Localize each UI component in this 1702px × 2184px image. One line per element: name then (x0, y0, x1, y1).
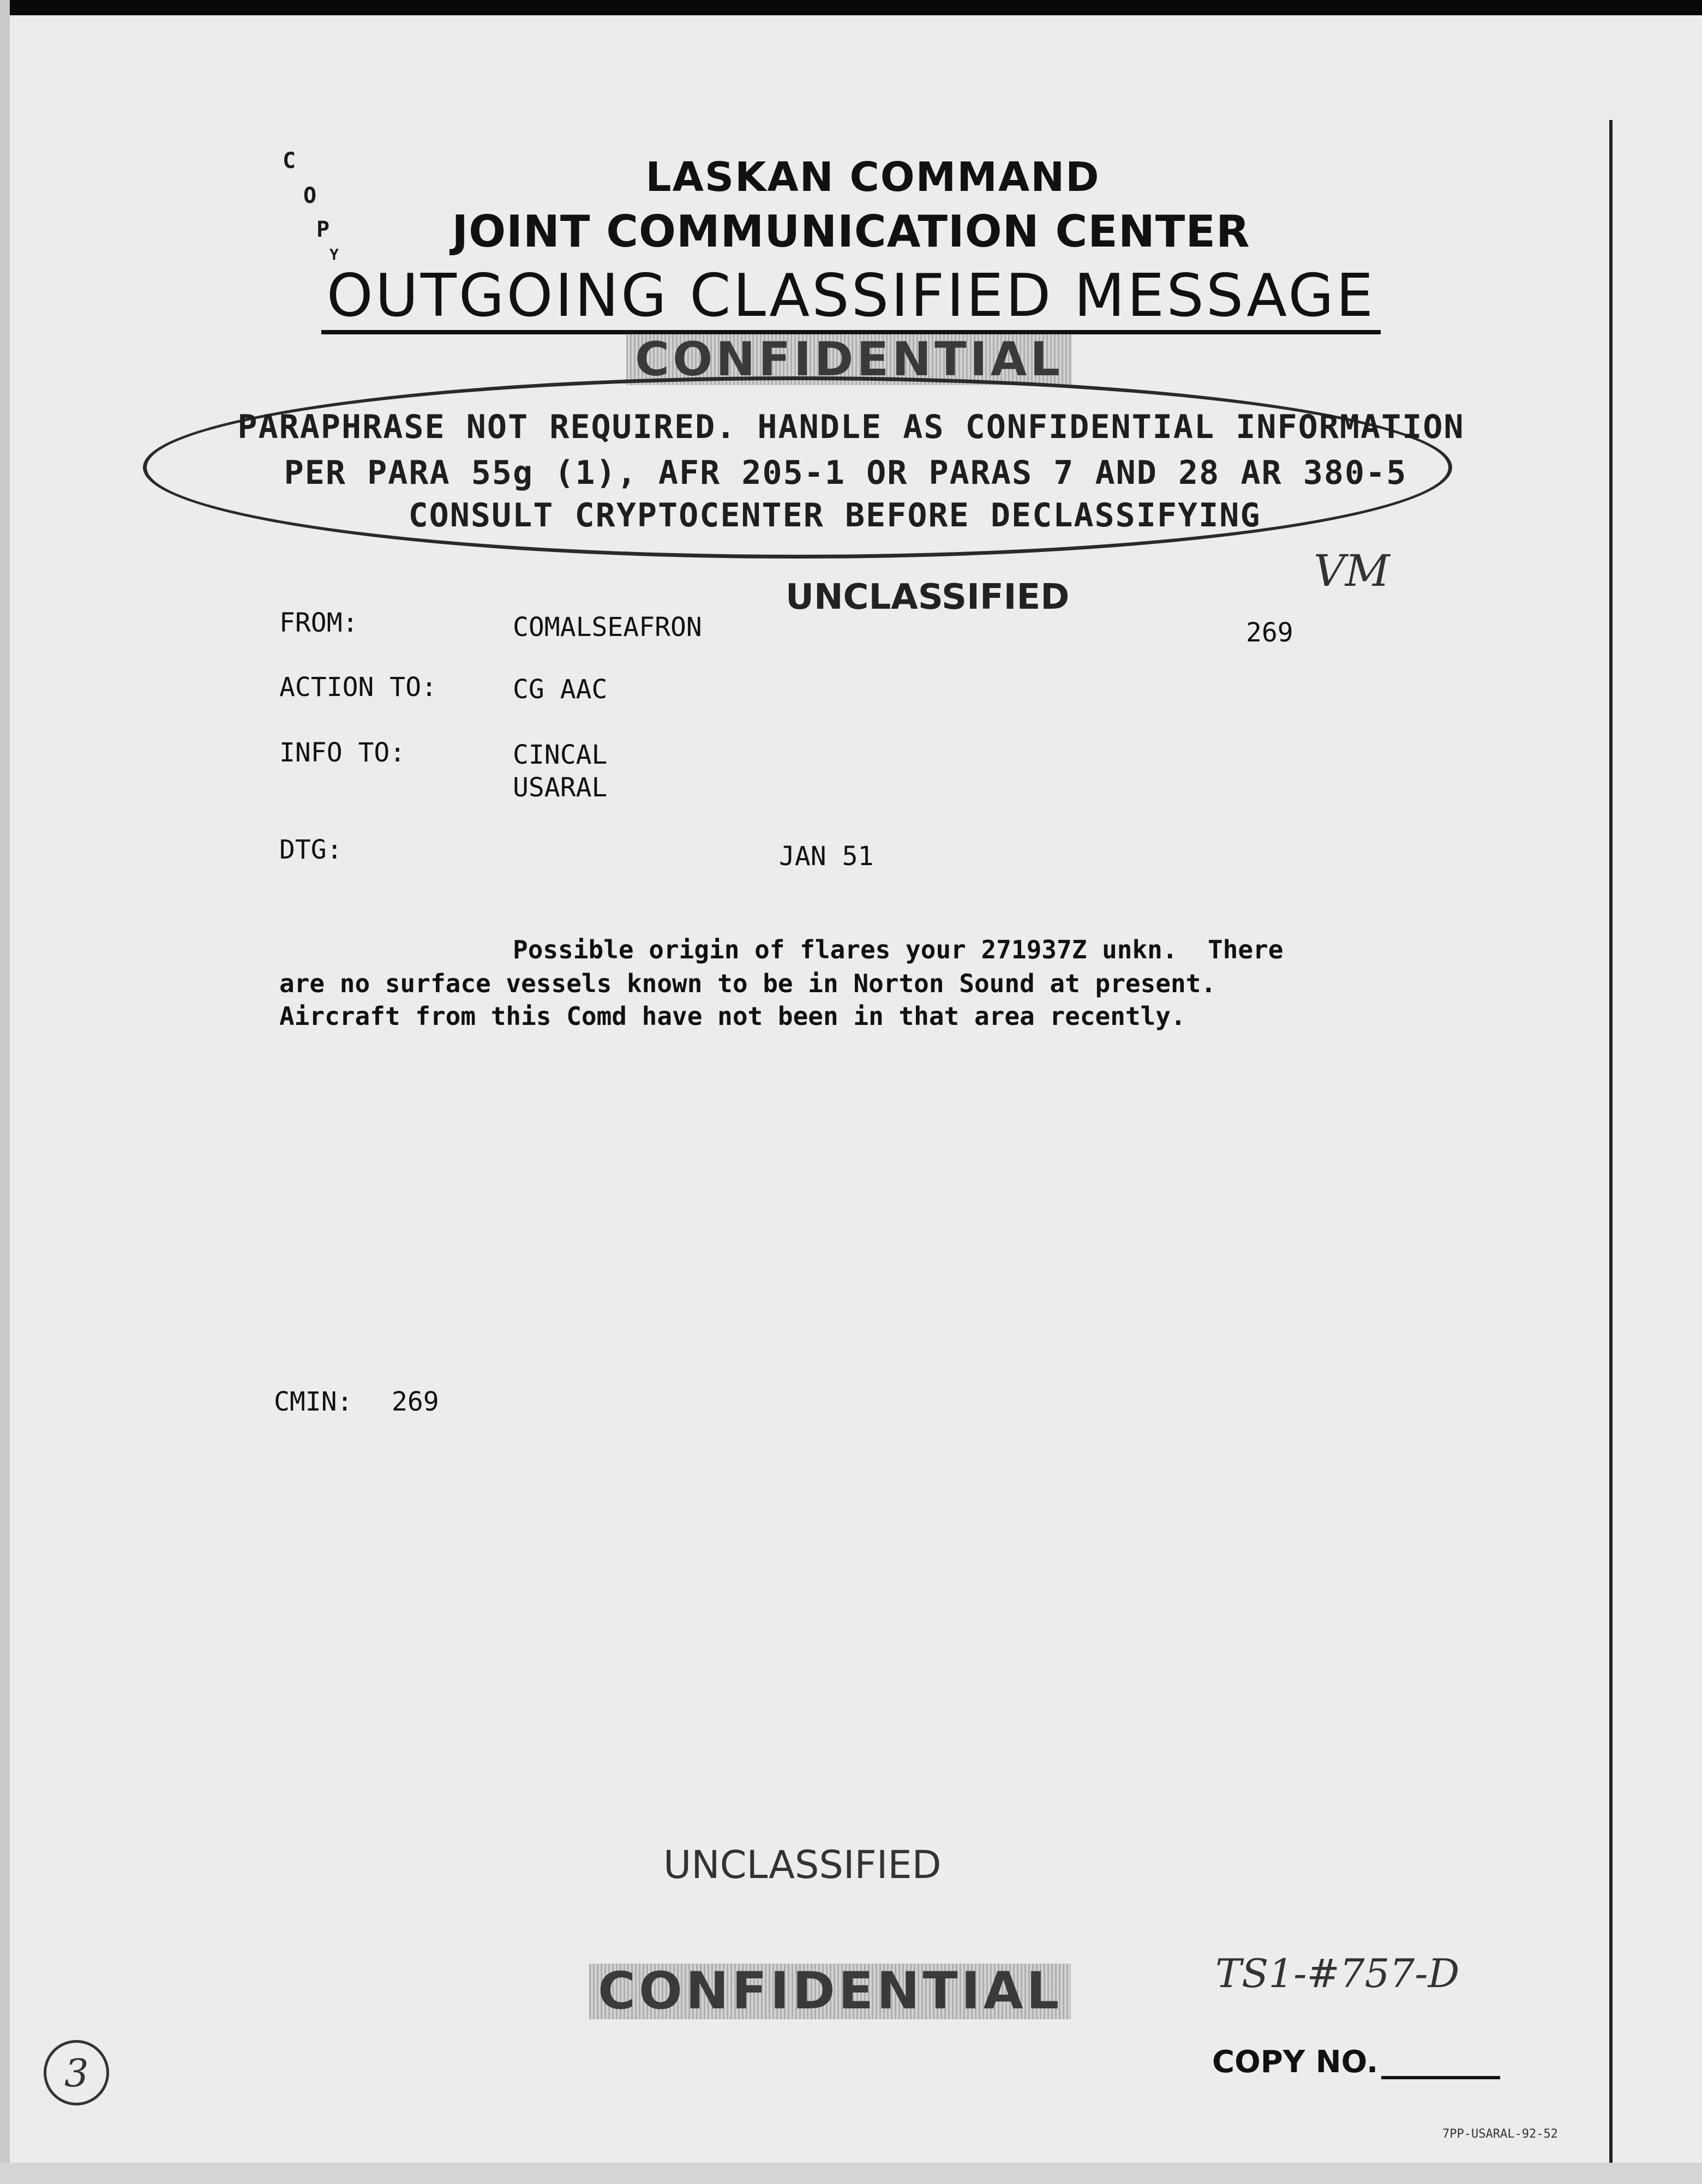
handling-line-3: CONSULT CRYPTOCENTER BEFORE DECLASSIFYING (408, 496, 1261, 535)
info-value-1: CINCAL (513, 740, 608, 770)
info-label: INFO TO: (279, 737, 406, 768)
scan-top-border (0, 0, 1702, 15)
handling-line-1: PARAPHRASE NOT REQUIRED. HANDLE AS CONFIDENTIAL INFORMATION (237, 408, 1465, 446)
copy-number-label: COPY NO. (1212, 2044, 1379, 2080)
header-message-type-text: OUTGOING CLASSIFIED MESSAGE (321, 262, 1381, 334)
page-mark-number: 3 (64, 2051, 89, 2096)
copy-mark-y: Y (329, 245, 339, 263)
from-label: FROM: (279, 608, 358, 638)
from-value: COMALSEAFRON (513, 612, 702, 643)
message-body-line-1: Possible origin of flares your 271937Z unkn. There (513, 935, 1284, 964)
handwritten-reference: TS1-#757-D (1215, 1951, 1460, 1996)
handling-line-2: PER PARA 55g (1), AFR 205-1 OR PARAS 7 AND 28 AR 380-5 (284, 454, 1407, 492)
scan-bottom-edge (0, 2163, 1702, 2184)
cmin-label: CMIN: (274, 1387, 353, 1417)
message-number: 269 (1246, 617, 1293, 648)
header-command: LASKAN COMMAND (645, 154, 1100, 201)
confidential-stamp-bottom: CONFIDENTIAL (589, 1964, 1071, 2019)
header-center: JOINT COMMUNICATION CENTER (452, 206, 1250, 257)
action-value: CG AAC (513, 674, 608, 705)
form-number: 7PP-USARAL-92-52 (1442, 2127, 1558, 2141)
dtg-label: DTG: (279, 835, 343, 865)
action-label: ACTION TO: (279, 672, 437, 703)
classification-top: UNCLASSIFIED (786, 577, 1070, 617)
handwritten-initials: VM (1314, 545, 1390, 596)
message-body-line-3: Aircraft from this Comd have not been in that area recently. (279, 1001, 1186, 1031)
copy-mark-p: P (316, 217, 330, 242)
header-message-type (0, 262, 1702, 330)
info-value-2: USARAL (513, 772, 608, 803)
message-body-line-2: are no surface vessels known to be in Norton Sound at present. (279, 969, 1216, 998)
confidential-stamp-top: CONFIDENTIAL (626, 334, 1072, 385)
copy-mark-c: C (283, 148, 296, 173)
cmin-value: 269 (392, 1387, 439, 1417)
copy-mark-o: O (303, 183, 317, 208)
classification-bottom: UNCLASSIFIED (663, 1843, 942, 1887)
dtg-value: JAN 51 (779, 841, 874, 872)
copy-number-blank (1381, 2076, 1500, 2079)
